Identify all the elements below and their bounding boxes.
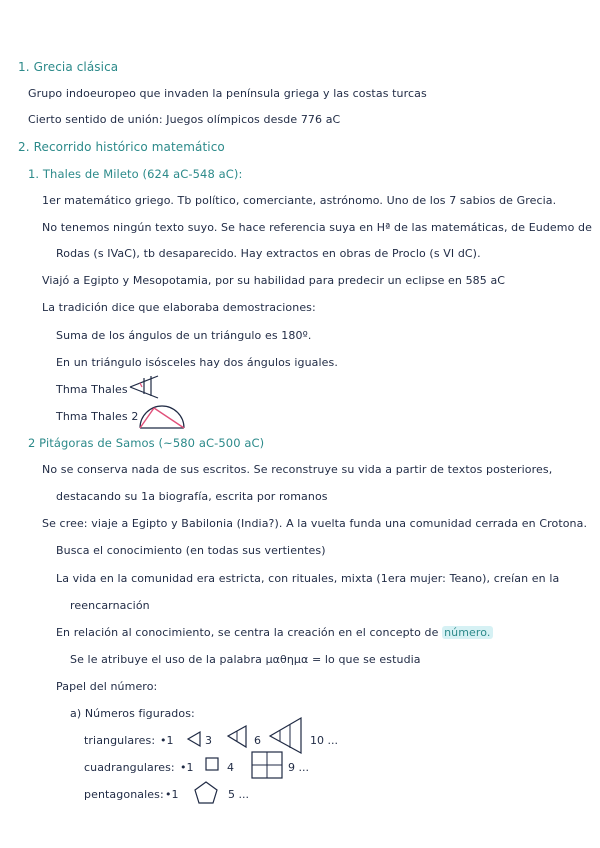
triangle-6-icon	[226, 724, 248, 750]
number-label: 6	[254, 734, 261, 747]
heading-recorrido: 2. Recorrido histórico matemático	[18, 140, 225, 154]
triangle-3-icon	[186, 730, 202, 748]
text-line: Papel del número:	[56, 680, 158, 693]
pentagon-5-icon	[193, 780, 219, 806]
label-cuadrangulares: cuadrangulares:	[84, 761, 175, 774]
text-line: reencarnación	[70, 599, 150, 612]
number-label: 10 ...	[310, 734, 338, 747]
number-label: 5 ...	[228, 788, 249, 801]
text-line: Viajó a Egipto y Mesopotamia, por su habilidad para predecir un eclipse en 585 aC	[42, 274, 506, 287]
square-9-icon	[250, 750, 284, 780]
number-label: •1	[165, 788, 179, 801]
square-4-icon	[204, 756, 220, 772]
text-line: Busca el conocimiento (en todas sus vertientes)	[56, 544, 326, 557]
text-line: La vida en la comunidad era estricta, con rituales, mixta (1era mujer: Teano), creían en la	[56, 572, 560, 585]
heading-pitagoras: 2 Pitágoras de Samos (~580 aC-500 aC)	[28, 436, 265, 450]
text-line: Thma Thales 2	[56, 410, 139, 423]
text-line: Se cree: viaje a Egipto y Babilonia (India?). A la vuelta funda una comunidad cerrada en Crotona.	[42, 517, 588, 530]
number-label: 3	[205, 734, 212, 747]
text-line: En un triángulo isósceles hay dos ángulos iguales.	[56, 356, 338, 369]
text-line: Thma Thales	[56, 383, 128, 396]
text-line: Rodas (s IVaC), tb desaparecido. Hay extractos en obras de Proclo (s VI dC).	[56, 247, 481, 260]
text-fragment: En relación al conocimiento, se centra la creación en el concepto de	[56, 626, 439, 639]
number-label: 4	[227, 761, 234, 774]
label-pentagonales: pentagonales:	[84, 788, 164, 801]
number-label: •1	[180, 761, 194, 774]
text-line: Se le atribuye el uso de la palabra μαθημα = lo que se estudia	[70, 653, 421, 666]
text-line: a) Números figurados:	[70, 707, 195, 720]
text-line: 1er matemático griego. Tb político, comerciante, astrónomo. Uno de los 7 sabios de Grecia.	[42, 194, 557, 207]
text-line: La tradición dice que elaboraba demostraciones:	[42, 301, 316, 314]
text-line: destacando su 1a biografía, escrita por romanos	[56, 490, 328, 503]
text-line: Grupo indoeuropeo que invaden la península griega y las costas turcas	[28, 87, 427, 100]
heading-grecia-clasica: 1. Grecia clásica	[18, 60, 119, 74]
text-line	[56, 626, 493, 639]
text-line: Suma de los ángulos de un triángulo es 180º.	[56, 329, 312, 342]
highlighted-word-numero: número.	[444, 626, 491, 639]
text-line: No se conserva nada de sus escritos. Se reconstruye su vida a partir de textos posteriores,	[42, 463, 553, 476]
number-label: •1	[160, 734, 174, 747]
label-triangulares: triangulares:	[84, 734, 156, 747]
text-line: Cierto sentido de unión: Juegos olímpicos desde 776 aC	[28, 113, 341, 126]
number-label: 9 ...	[288, 761, 309, 774]
heading-thales: 1. Thales de Mileto (624 aC-548 aC):	[28, 167, 243, 181]
thales2-semicircle-icon	[136, 398, 188, 430]
text-line: No tenemos ningún texto suyo. Se hace referencia suya en Hª de las matemáticas, de Eudemo de	[42, 221, 592, 234]
